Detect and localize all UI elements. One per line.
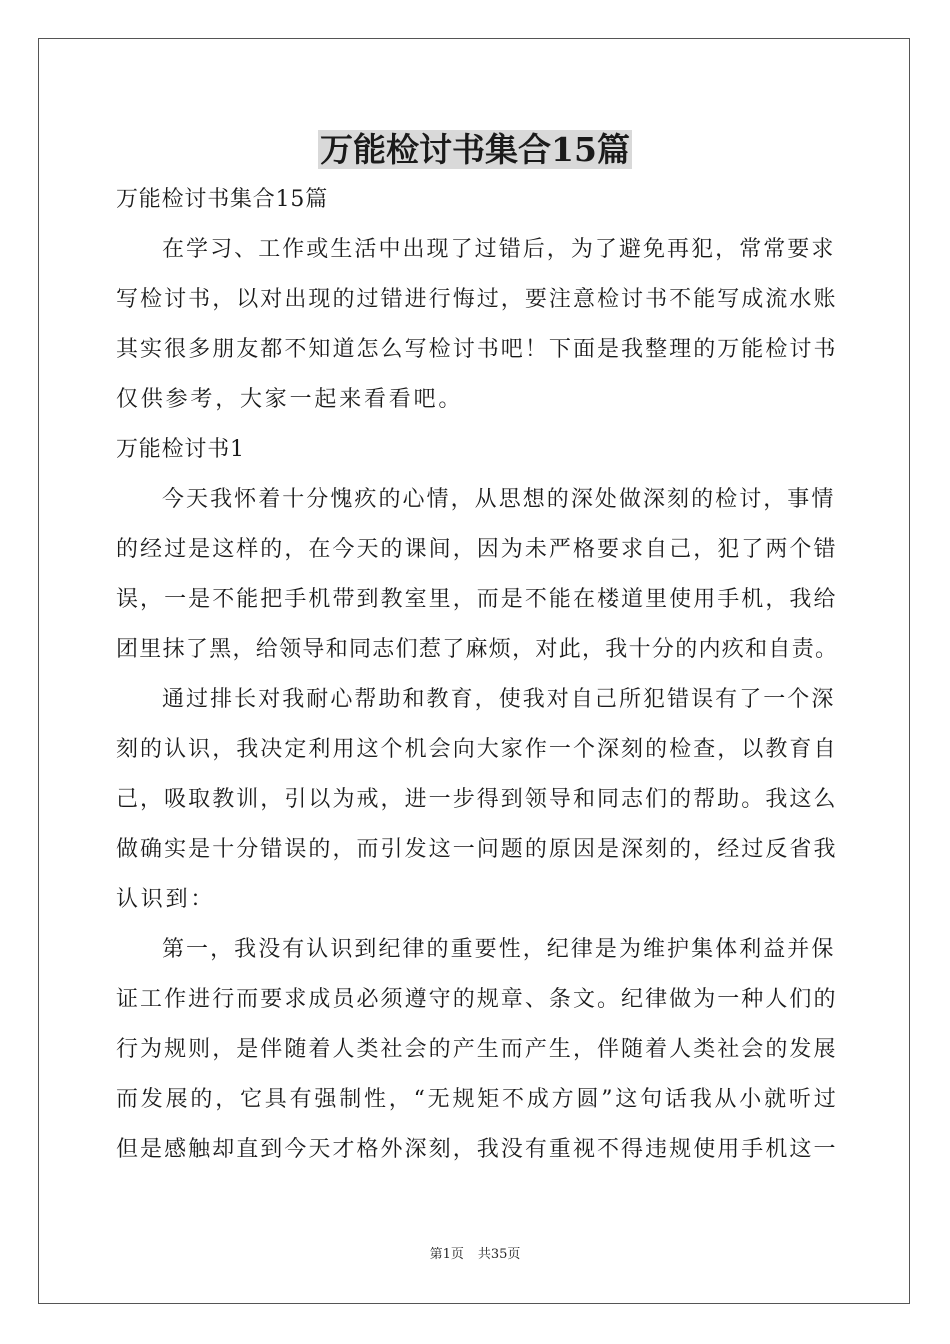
paragraph-line: 通过排长对我耐心帮助和教育，使我对自己所犯错误有了一个深	[162, 687, 836, 712]
paragraph-line: 的经过是这样的，在今天的课间，因为未严格要求自己，犯了两个错	[116, 537, 838, 562]
paragraph-line: 第一，我没有认识到纪律的重要性，纪律是为维护集体利益并保	[162, 937, 836, 962]
paragraph-line: 做确实是十分错误的，而引发这一问题的原因是深刻的，经过反省我	[116, 837, 838, 862]
paragraph-line: 其实很多朋友都不知道怎么写检讨书吧！下面是我整理的万能检讨书	[116, 337, 838, 362]
paragraph-line: 误，一是不能把手机带到教室里，而是不能在楼道里使用手机，我给	[116, 587, 838, 612]
document-title	[0, 128, 950, 172]
section-heading: 万能检讨书1	[116, 437, 245, 462]
page-number: 第1页	[429, 1247, 464, 1262]
document-body	[116, 175, 838, 1175]
page-footer	[0, 1245, 950, 1265]
paragraph-line: 刻的认识，我决定利用这个机会向大家作一个深刻的检查，以教育自	[116, 737, 838, 762]
paragraph-line: 己，吸取教训，引以为戒，进一步得到领导和同志们的帮助。我这么	[116, 787, 838, 812]
paragraph-line: 仅供参考，大家一起来看看吧。	[116, 387, 464, 412]
subtitle-line: 万能检讨书集合15篇	[116, 187, 328, 212]
paragraph-line: 但是感触却直到今天才格外深刻，我没有重视不得违规使用手机这一	[116, 1137, 838, 1162]
paragraph-line: 证工作进行而要求成员必须遵守的规章、条文。纪律做为一种人们的	[116, 987, 838, 1012]
paragraph-line: 行为规则，是伴随着人类社会的产生而产生，伴随着人类社会的发展	[116, 1037, 838, 1062]
document-title-text: 万能检讨书集合15篇	[320, 130, 630, 169]
paragraph-line: 认识到：	[116, 887, 216, 912]
paragraph-line: 在学习、工作或生活中出现了过错后，为了避免再犯，常常要求	[162, 237, 836, 262]
paragraph-line: 写检讨书，以对出现的过错进行悔过，要注意检讨书不能写成流水账	[116, 287, 838, 312]
paragraph-line: 而发展的，它具有强制性，“无规矩不成方圆”这句话我从小就听过	[116, 1087, 839, 1112]
paragraph-line: 今天我怀着十分愧疚的心情，从思想的深处做深刻的检讨，事情	[162, 487, 836, 512]
paragraph-line: 团里抹了黑，给领导和同志们惹了麻烦，对此，我十分的内疚和自责。	[116, 637, 839, 662]
page-total: 共35页	[477, 1247, 521, 1262]
